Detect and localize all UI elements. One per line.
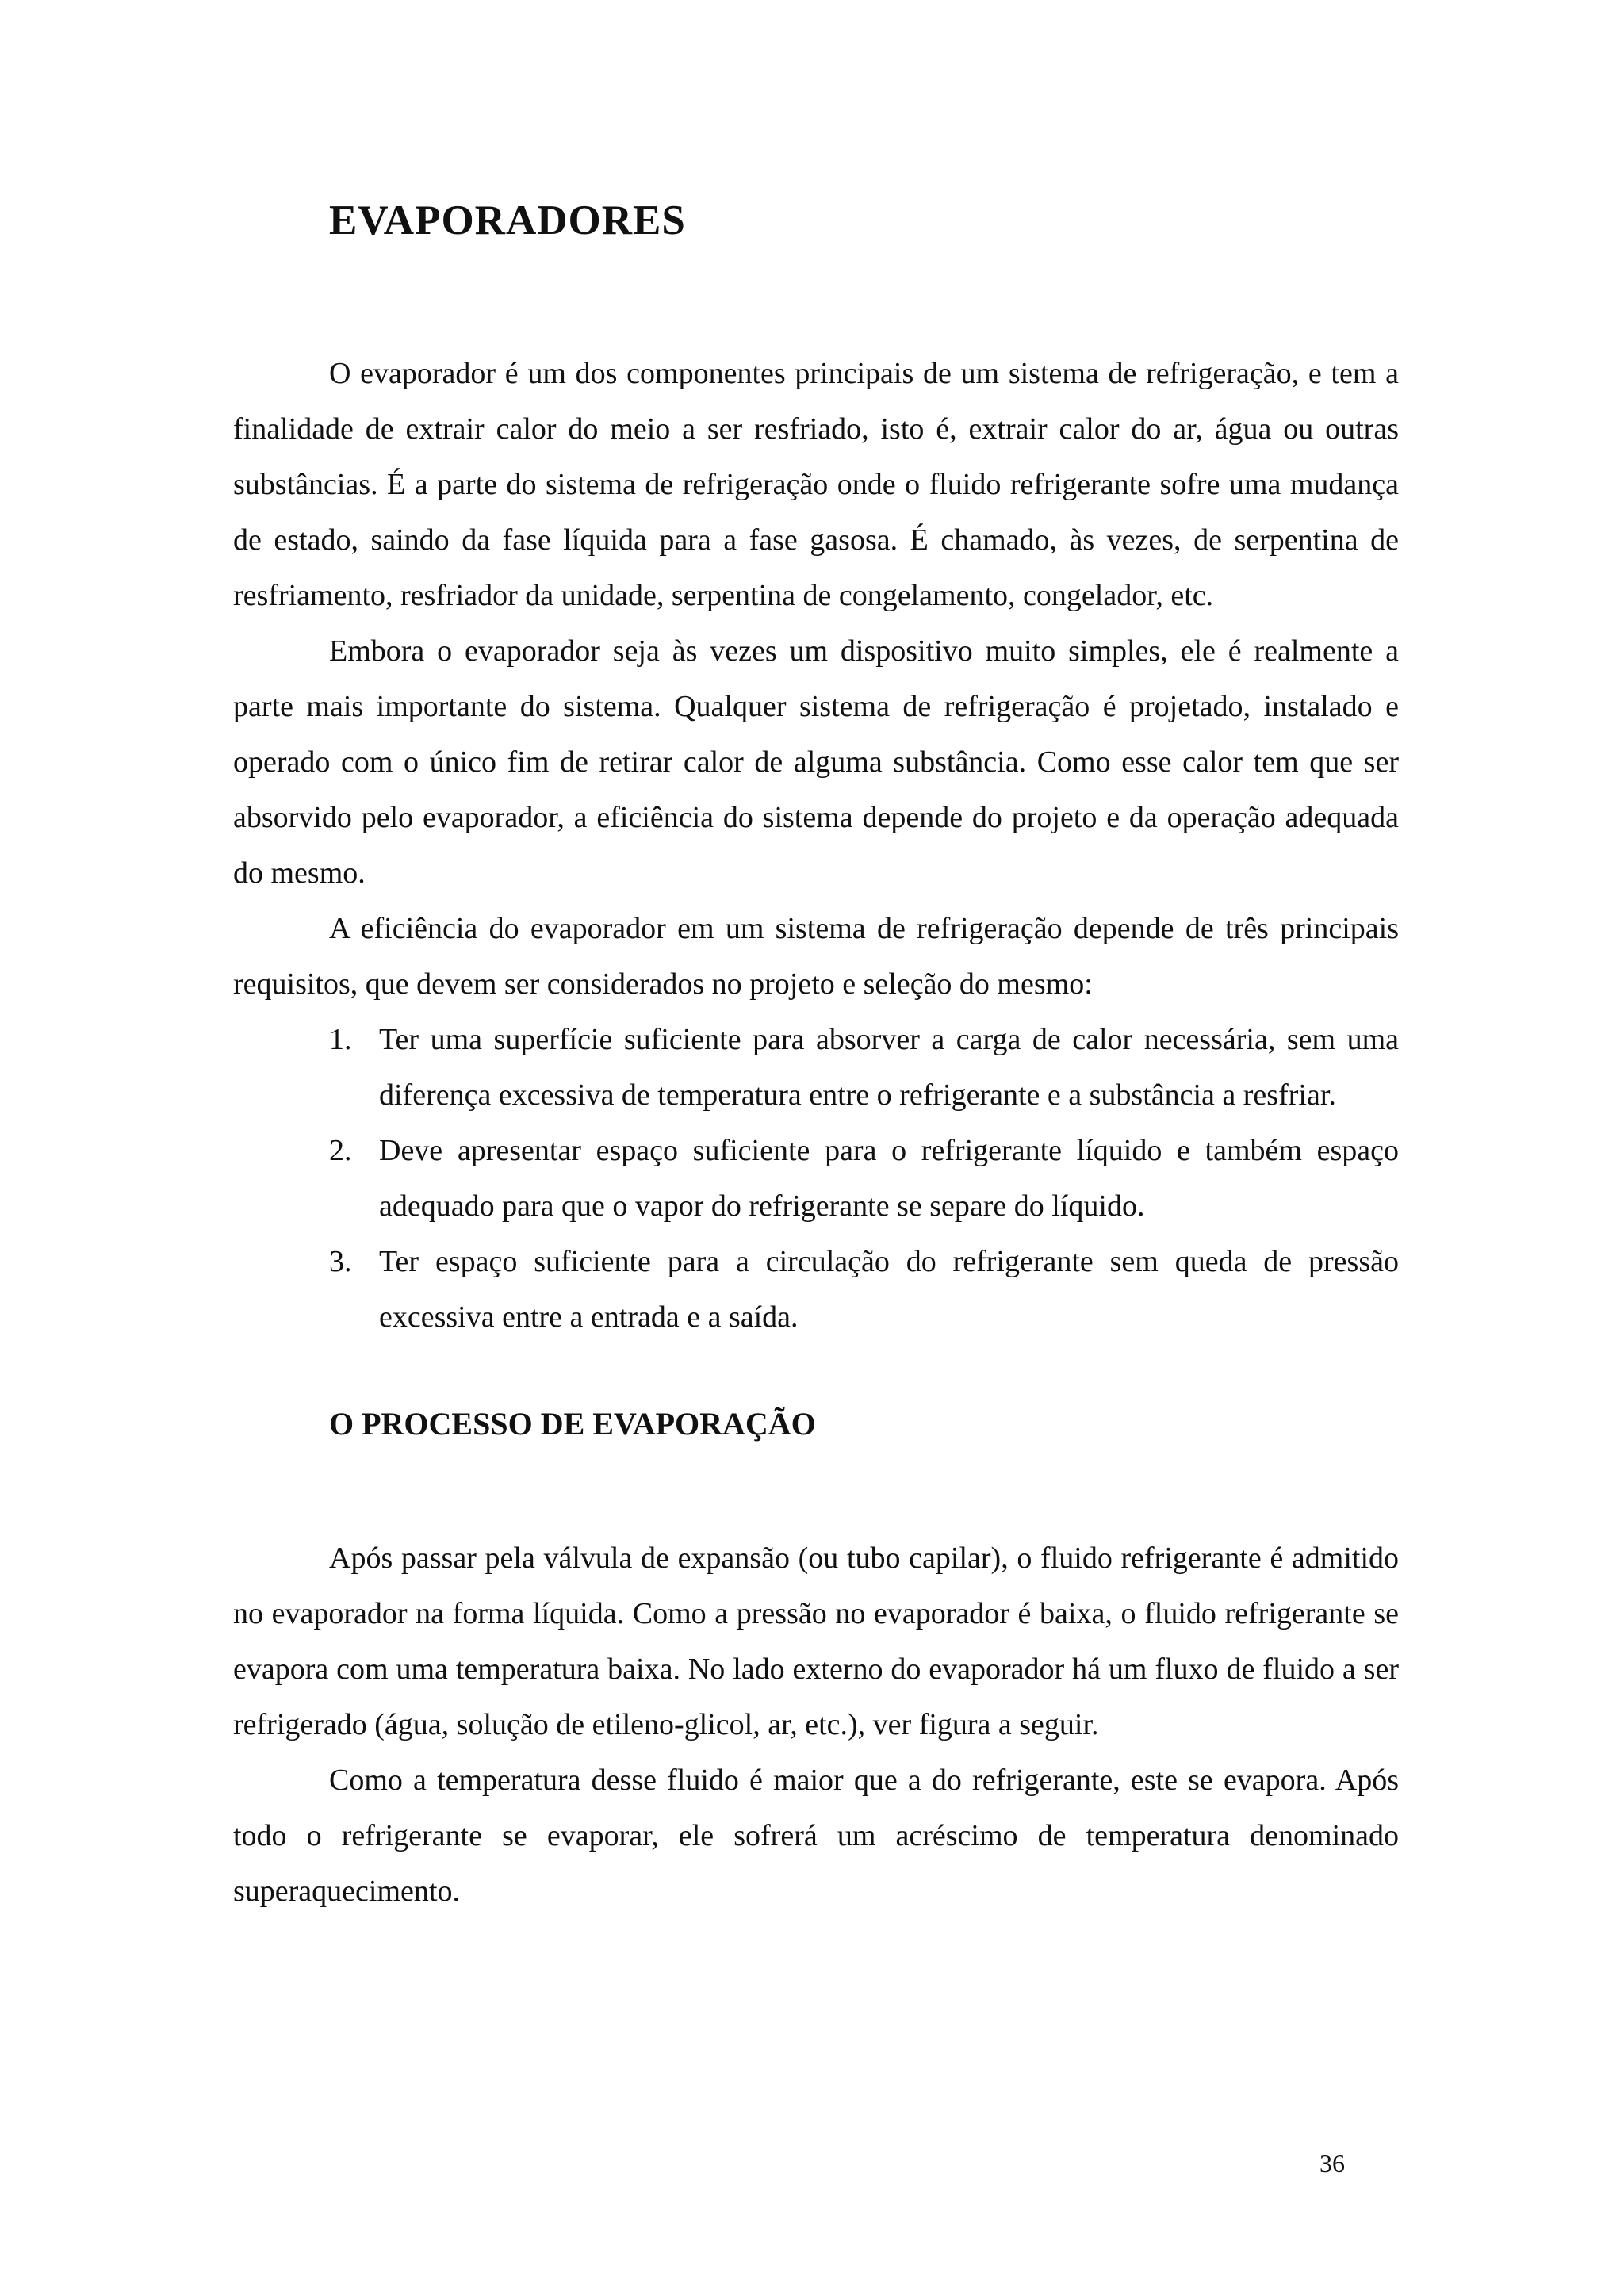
requirements-list	[233, 1012, 1399, 1345]
page-content	[233, 189, 1399, 1919]
list-item-number: 2.	[329, 1134, 352, 1167]
paragraph-superheat: Como a temperatura desse fluido é maior que a do refrigerante, este se evapora. Após todo o refrigerante se evaporar, ele sofrerá um acréscimo de temperatura denominado superaquecimento.	[233, 1764, 1399, 1908]
paragraph-process: Após passar pela válvula de expansão (ou tubo capilar), o fluido refrigerante é admitido no evaporador na forma líquida. Como a pressão no evaporador é baixa, o fluido refrigerante se evapora com uma temperatura baixa. No lado externo do evaporador há um fluxo de fluido a ser refrigerado (água, solução de etileno-glicol, ar, etc.), ver figura a seguir.	[233, 1541, 1399, 1741]
list-item	[329, 1123, 1399, 1234]
paragraph-importance: Embora o evaporador seja às vezes um dispositivo muito simples, ele é realmente a parte mais importante do sistema. Qualquer sistema de refrigeração é projetado, instalado e operado com o único fim de retirar calor de alguma substância. Como esse calor tem que ser absorvido pelo evaporador, a eficiência do sistema depende do projeto e da operação adequada do mesmo.	[233, 634, 1399, 890]
paragraph-requirements-intro: A eficiência do evaporador em um sistema de refrigeração depende de três principais requisitos, que devem ser considerados no projeto e seleção do mesmo:	[233, 912, 1399, 1001]
list-item-text: Deve apresentar espaço suficiente para o refrigerante líquido e também espaço adequado para que o vapor do refrigerante se separe do líquido.	[379, 1134, 1399, 1223]
list-item-text: Ter espaço suficiente para a circulação do refrigerante sem queda de pressão excessiva entre a entrada e a saída.	[379, 1245, 1399, 1334]
page-number: 36	[1320, 2149, 1345, 2177]
list-item	[329, 1234, 1399, 1345]
list-item-number: 1.	[329, 1023, 352, 1056]
page-title: EVAPORADORES	[329, 197, 686, 243]
list-item	[329, 1012, 1399, 1123]
list-item-number: 3.	[329, 1245, 352, 1278]
section-heading: O PROCESSO DE EVAPORAÇÃO	[329, 1406, 816, 1442]
list-item-text: Ter uma superfície suficiente para absorver a carga de calor necessária, sem uma diferença excessiva de temperatura entre o refrigerante e a substância a resfriar.	[379, 1023, 1399, 1112]
paragraph-intro: O evaporador é um dos componentes principais de um sistema de refrigeração, e tem a finalidade de extrair calor do meio a ser resfriado, isto é, extrair calor do ar, água ou outras substâncias. É a parte do sistema de refrigeração onde o fluido refrigerante sofre uma mudança de estado, saindo da fase líquida para a fase gasosa. É chamado, às vezes, de serpentina de resfriamento, resfriador da unidade, serpentina de congelamento, congelador, etc.	[233, 357, 1399, 612]
